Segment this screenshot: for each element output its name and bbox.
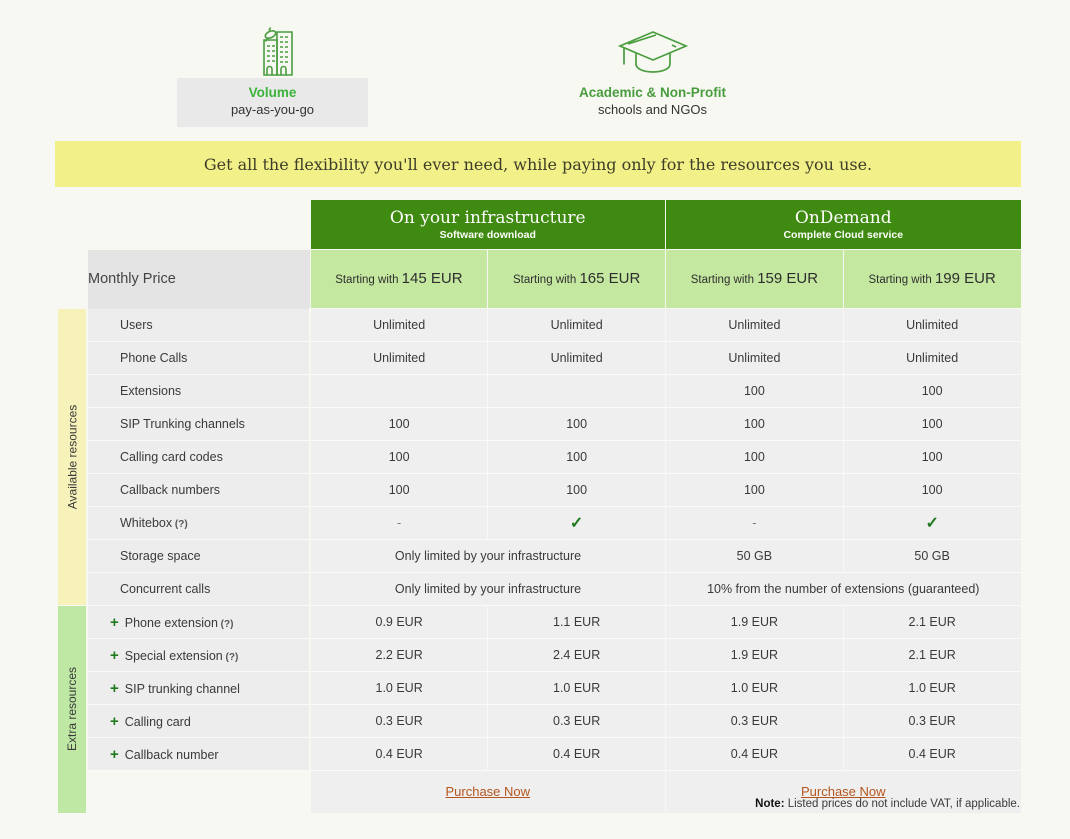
vat-note-prefix: Note:	[755, 798, 785, 810]
table-cell: 0.4 EUR	[310, 738, 488, 771]
table-row	[55, 441, 1021, 474]
row-label-text: Special extension	[124, 648, 223, 663]
row-label-cell	[88, 672, 310, 705]
price-amount: 199 EUR	[934, 270, 996, 287]
table-cell: 100	[310, 441, 488, 474]
table-cell: 100	[488, 441, 666, 474]
table-cell: 1.0 EUR	[843, 672, 1021, 705]
table-cell: 1.0 EUR	[666, 672, 844, 705]
plan-tab-volume[interactable]	[177, 22, 368, 127]
table-cell: 0.3 EUR	[666, 705, 844, 738]
monthly-price-label: Monthly Price	[88, 250, 310, 309]
table-cell: 100	[666, 441, 844, 474]
row-label-text: Concurrent calls	[120, 582, 211, 596]
flexibility-banner	[55, 141, 1021, 187]
purchase-row-label-spacer	[88, 771, 310, 814]
group-header-title: On your infrastructure	[389, 207, 586, 228]
building-icon	[245, 22, 301, 78]
table-cell: Unlimited	[843, 342, 1021, 375]
row-label-text: Calling card codes	[120, 450, 223, 464]
group-header-on-your-infrastructure	[310, 200, 666, 250]
table-cell: 2.2 EUR	[310, 639, 488, 672]
table-cell	[488, 507, 666, 540]
price-amount: 165 EUR	[579, 270, 641, 287]
group-header-title: OnDemand	[794, 207, 892, 228]
table-cell: Unlimited	[666, 309, 844, 342]
table-cell: 1.1 EUR	[488, 606, 666, 639]
plan-tab-volume-title: Volume	[248, 85, 297, 100]
group-header-row	[55, 200, 1021, 250]
row-label-text: Whitebox	[120, 516, 173, 530]
table-cell: 2.1 EUR	[843, 639, 1021, 672]
table-cell: 100	[310, 474, 488, 507]
plan-tab-bar	[0, 0, 1070, 138]
table-row	[55, 705, 1021, 738]
table-cell: 1.0 EUR	[310, 672, 488, 705]
rail-extra-resources	[55, 606, 88, 814]
help-icon[interactable]: (?)	[222, 651, 239, 663]
row-label-cell	[88, 408, 310, 441]
table-cell: Unlimited	[310, 342, 488, 375]
plus-icon: +	[110, 679, 119, 697]
price-prefix: Starting with	[868, 274, 935, 286]
row-label-text: SIP Trunking channels	[120, 417, 245, 431]
table-cell: 100	[488, 408, 666, 441]
table-cell: Unlimited	[310, 309, 488, 342]
monthly-price-row	[55, 250, 1021, 309]
row-label-cell	[88, 507, 310, 540]
corner-spacer	[88, 200, 310, 250]
table-row	[55, 375, 1021, 408]
table-cell: 2.4 EUR	[488, 639, 666, 672]
table-cell: 1.9 EUR	[666, 639, 844, 672]
table-cell: 0.3 EUR	[310, 705, 488, 738]
purchase-now-link-2[interactable]: Purchase Now	[800, 784, 886, 799]
price-amount: 145 EUR	[401, 270, 463, 287]
rail-spacer	[55, 250, 88, 309]
help-icon[interactable]: (?)	[172, 519, 188, 530]
table-cell	[843, 507, 1021, 540]
plan-tab-volume-subtitle: pay-as-you-go	[230, 102, 315, 117]
table-row	[55, 309, 1021, 342]
plan-tab-academic-labels	[557, 78, 748, 127]
table-cell: 50 GB	[843, 540, 1021, 573]
table-cell: Only limited by your infrastructure	[310, 540, 666, 573]
row-label-cell	[88, 474, 310, 507]
row-label-text: Storage space	[120, 549, 201, 563]
row-label-text: Callback numbers	[120, 483, 221, 497]
check-icon: ✓	[569, 515, 584, 532]
purchase-now-link-1[interactable]: Purchase Now	[445, 784, 531, 799]
table-cell: 100	[310, 408, 488, 441]
graduation-cap-icon	[614, 22, 692, 78]
rail-available-inner	[58, 309, 86, 606]
table-cell	[310, 507, 488, 540]
row-label-cell	[88, 705, 310, 738]
table-cell: Unlimited	[488, 342, 666, 375]
table-row	[55, 672, 1021, 705]
rail-available-label: Available resources	[65, 404, 80, 510]
table-cell: 50 GB	[666, 540, 844, 573]
check-icon: ✓	[925, 515, 939, 532]
plus-icon: +	[110, 712, 119, 730]
table-cell: 100	[843, 474, 1021, 507]
table-cell: 10% from the number of extensions (guaranteed)	[666, 573, 1022, 606]
plus-icon: +	[110, 646, 119, 664]
table-cell: 100	[666, 375, 844, 408]
row-label-cell	[88, 639, 310, 672]
rail-spacer	[55, 200, 88, 250]
group-header-ondemand	[666, 200, 1022, 250]
table-cell: 0.4 EUR	[488, 738, 666, 771]
table-cell: 100	[843, 441, 1021, 474]
row-label-text: Phone Calls	[120, 351, 188, 365]
monthly-price-cell-2	[488, 250, 666, 309]
table-cell: 0.9 EUR	[310, 606, 488, 639]
plus-icon: +	[110, 745, 119, 763]
table-row	[55, 573, 1021, 606]
vat-note	[755, 798, 1020, 810]
pricing-table-body	[55, 200, 1021, 814]
monthly-price-cell-4	[843, 250, 1021, 309]
table-cell	[666, 507, 844, 540]
table-cell: 100	[488, 474, 666, 507]
table-cell	[488, 375, 666, 408]
table-cell: 100	[666, 408, 844, 441]
table-cell: 1.9 EUR	[666, 606, 844, 639]
table-cell: Only limited by your infrastructure	[310, 573, 666, 606]
table-cell: 1.0 EUR	[488, 672, 666, 705]
table-cell: Unlimited	[488, 309, 666, 342]
table-cell: 100	[843, 375, 1021, 408]
row-label-cell	[88, 606, 310, 639]
not-available-dash: -	[397, 516, 402, 530]
vat-note-text: Listed prices do not include VAT, if applicable.	[787, 798, 1020, 810]
plan-tab-academic-title: Academic & Non-Profit	[578, 85, 727, 100]
table-cell: 2.1 EUR	[843, 606, 1021, 639]
row-label-cell	[88, 375, 310, 408]
group-header-subtitle: Complete Cloud service	[783, 228, 904, 241]
row-label-cell	[88, 738, 310, 771]
row-label-cell	[88, 540, 310, 573]
row-label-text: Extensions	[120, 384, 182, 398]
monthly-price-cell-3	[666, 250, 844, 309]
plan-tab-volume-labels	[177, 78, 368, 127]
group-header-subtitle: Software download	[439, 228, 536, 241]
plan-tab-academic-subtitle: schools and NGOs	[597, 102, 708, 117]
row-label-cell	[88, 441, 310, 474]
price-prefix: Starting with	[690, 274, 758, 286]
rail-extra-inner	[58, 606, 86, 813]
plus-icon: +	[110, 613, 119, 631]
purchase-cell-1	[310, 771, 666, 814]
rail-extra-label: Extra resources	[65, 667, 79, 752]
row-label-cell	[88, 342, 310, 375]
table-cell: 0.4 EUR	[666, 738, 844, 771]
pricing-table	[55, 199, 1022, 814]
table-cell: 100	[843, 408, 1021, 441]
rail-available-resources	[55, 309, 88, 606]
table-cell: Unlimited	[843, 309, 1021, 342]
table-cell: 0.3 EUR	[488, 705, 666, 738]
price-prefix: Starting with	[335, 274, 402, 286]
table-row	[55, 474, 1021, 507]
row-label-text: SIP trunking channel	[124, 681, 240, 696]
table-row	[55, 606, 1021, 639]
price-amount: 159 EUR	[757, 270, 819, 287]
table-row	[55, 540, 1021, 573]
table-cell	[310, 375, 488, 408]
table-cell: 0.3 EUR	[843, 705, 1021, 738]
table-cell: 0.4 EUR	[843, 738, 1021, 771]
plan-tab-academic[interactable]	[557, 22, 748, 127]
table-row	[55, 639, 1021, 672]
flexibility-banner-text: Get all the flexibility you'll ever need, while paying only for the resources you use.	[203, 154, 873, 174]
monthly-price-cell-1	[310, 250, 488, 309]
row-label-text: Users	[120, 317, 153, 332]
table-cell: 100	[666, 474, 844, 507]
table-row	[55, 738, 1021, 771]
row-label-text: Calling card	[124, 714, 191, 729]
row-label-cell	[88, 573, 310, 606]
not-available-dash: -	[752, 516, 757, 530]
table-row	[55, 507, 1021, 540]
row-label-text: Phone extension	[124, 615, 218, 630]
table-cell: Unlimited	[666, 342, 844, 375]
table-row	[55, 342, 1021, 375]
table-row	[55, 408, 1021, 441]
row-label-cell	[88, 309, 310, 342]
price-prefix: Starting with	[512, 274, 580, 286]
help-icon[interactable]: (?)	[217, 618, 234, 630]
row-label-text: Callback number	[124, 747, 219, 762]
